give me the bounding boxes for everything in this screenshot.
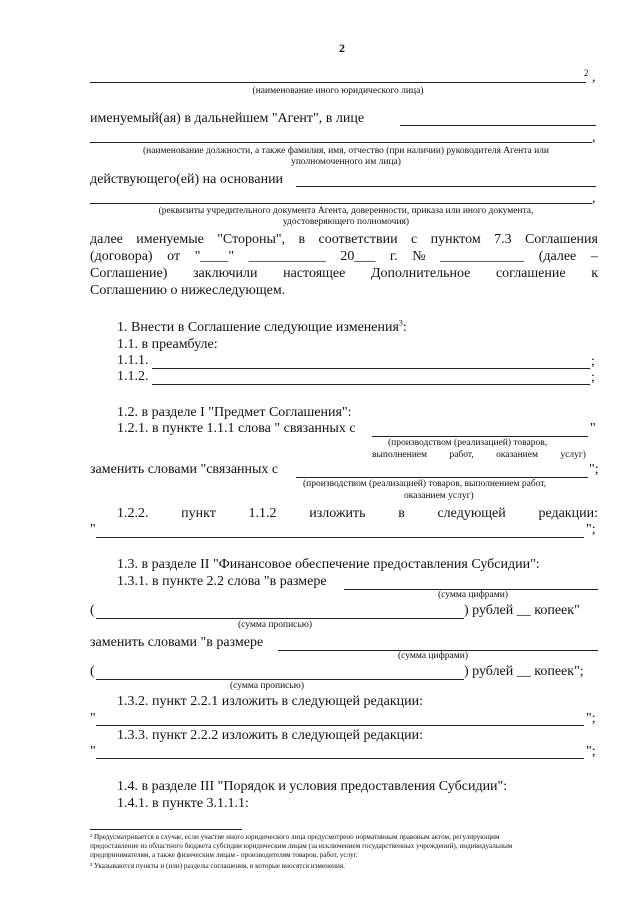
- item121-line[interactable]: [372, 436, 588, 437]
- semicolon: ;: [591, 354, 595, 369]
- word: г.: [389, 249, 398, 264]
- word: 1.2.2.: [117, 506, 149, 521]
- date-month-blank[interactable]: ___________: [248, 249, 326, 264]
- item121-replace-label: заменить словами "связанных с: [90, 462, 279, 477]
- agent-lead: именуемый(ая) в дальнейшем "Агент", в лице: [90, 111, 365, 126]
- comma: ,: [592, 130, 596, 145]
- item121-replace-caption-2: оказанием услуг): [404, 491, 474, 501]
- item131-replace-label: заменить словами "в размере: [90, 635, 264, 650]
- item121-replace-line[interactable]: [296, 477, 588, 478]
- date-day-blank[interactable]: "____": [194, 249, 235, 264]
- item112-line[interactable]: [152, 384, 590, 385]
- footnote-mark-3: 3: [398, 318, 403, 328]
- quote: ": [590, 421, 596, 436]
- quote-close: ";: [586, 711, 596, 726]
- date-year-blank[interactable]: 20___: [340, 249, 376, 264]
- item132-label: 1.3.2. пункт 2.2.1 изложить в следующей редакции:: [117, 694, 423, 709]
- item112-label: 1.1.2.: [117, 369, 149, 384]
- word: с: [410, 232, 418, 247]
- item121-replace-caption-1: (производством (реализацией) товаров, выполнением работ,: [303, 479, 547, 489]
- semicolon: ;: [591, 370, 595, 385]
- footnote-2-line-3: предпринимателям, а также физическим лицам - производителям товаров, работ, услуг.: [90, 851, 358, 859]
- word: 1.1.2: [248, 506, 277, 521]
- item12-title: 1.2. в разделе I "Предмет Соглашения":: [117, 405, 352, 420]
- word: соглашение: [495, 266, 566, 281]
- item121-label: 1.2.1. в пункте 1.1.1 слова " связанных с: [117, 421, 356, 436]
- item111-line[interactable]: [152, 368, 590, 369]
- word: (договора): [90, 249, 153, 264]
- word: к: [591, 266, 598, 281]
- item131-replace-words-caption: (сумма прописью): [230, 681, 304, 691]
- item122-line[interactable]: [96, 537, 584, 538]
- basis-caption-1: (реквизиты учредительного документа Агента, доверенности, приказа или иного документа,: [158, 206, 534, 216]
- item131-digits-caption: (сумма цифрами): [438, 590, 508, 600]
- legal-entity-line[interactable]: [90, 82, 586, 83]
- item121-caption-1: (производством (реализацией) товаров,: [388, 438, 548, 448]
- word: пункт: [181, 506, 216, 521]
- basis-caption-2: удостоверяющего полномочия): [282, 217, 410, 227]
- page-number: 2: [339, 41, 345, 55]
- comma: ,: [592, 70, 596, 85]
- quote-open: ": [90, 744, 96, 759]
- word: в: [298, 232, 306, 247]
- item13-title: 1.3. в разделе II "Финансовое обеспечение предоставления Субсидии":: [117, 557, 540, 572]
- word: Соглашение): [90, 266, 168, 281]
- footnote-mark-2: 2: [584, 68, 589, 78]
- intro-line-3: [90, 266, 598, 282]
- word: оказанием: [496, 450, 538, 460]
- item133-line[interactable]: [96, 758, 584, 759]
- paren-open: (: [90, 603, 95, 618]
- agent-caption-2: уполномоченного им лица): [291, 157, 401, 167]
- item1-title: [117, 320, 407, 336]
- agent-caption-1: (наименование должности, а также фамилия, имя, отчество (при наличии) руководителя Агента или: [142, 146, 550, 156]
- agent-head-line[interactable]: [400, 125, 596, 126]
- item133-label: 1.3.3. пункт 2.2.2 изложить в следующей редакции:: [117, 728, 423, 743]
- word: –: [590, 249, 598, 264]
- quote-semicolon: ";: [589, 462, 599, 477]
- item132-line[interactable]: [96, 725, 584, 726]
- word: далее: [90, 232, 123, 247]
- colon: :: [402, 320, 407, 335]
- item1-title-text: 1. Внести в Соглашение следующие изменения: [117, 320, 399, 335]
- word: Дополнительное: [370, 266, 471, 281]
- intro-line-1: [90, 232, 598, 248]
- comma: ,: [592, 191, 596, 206]
- word: Соглашения: [524, 232, 598, 247]
- item131-replace-words-line[interactable]: [96, 679, 464, 680]
- word: следующей: [437, 506, 506, 521]
- word: настоящее: [283, 266, 346, 281]
- item111-label: 1.1.1.: [117, 353, 149, 368]
- legal-entity-caption: (наименование иного юридического лица): [252, 86, 424, 96]
- footnote-2-line-2: предоставление из областного бюджета субсидии юридическим лицам (за исключением государственных учреждений), индивидуальным: [90, 842, 513, 850]
- basis-head-line[interactable]: [296, 186, 596, 187]
- item141-label: 1.4.1. в пункте 3.1.1.1:: [117, 796, 249, 811]
- word: пунктом: [430, 232, 481, 247]
- item121-caption-2: [372, 450, 586, 461]
- word: №: [412, 249, 426, 264]
- item11-preamble: 1.1. в преамбуле:: [117, 337, 218, 352]
- word: изложить: [309, 506, 366, 521]
- intro-line-2: [90, 249, 598, 265]
- footnote-separator: [90, 829, 242, 830]
- word: от: [167, 249, 181, 264]
- item131-words-line[interactable]: [96, 618, 464, 619]
- word: заключили: [193, 266, 258, 281]
- item131-label: 1.3.1. в пункте 2.2 слова "в размере: [117, 574, 327, 589]
- word: работ,: [449, 450, 474, 460]
- item14-title: 1.4. в разделе III "Порядок и условия предоставления Субсидии":: [117, 779, 508, 794]
- word: в: [398, 506, 405, 521]
- intro-line-4: Соглашению о нижеследующем.: [90, 283, 286, 298]
- footnote-2-line-1: ² Предусматривается в случае, если участие иного юридического лица предусмотрено нормативным правовым актом, регулирующим: [90, 833, 500, 841]
- word: выполнением: [372, 450, 428, 460]
- number-blank[interactable]: ____________: [440, 249, 525, 264]
- word: соответствии: [318, 232, 398, 247]
- quote-close: ";: [586, 522, 596, 537]
- quote-close: ";: [586, 744, 596, 759]
- basis-lead: действующего(ей) на основании: [90, 172, 284, 187]
- item131-words-caption: (сумма прописью): [238, 620, 312, 630]
- item131-replace-digits-caption: (сумма цифрами): [398, 651, 468, 661]
- word: (далее: [538, 249, 577, 264]
- basis-line[interactable]: [90, 203, 592, 204]
- paren-open: (: [90, 664, 95, 679]
- item131-replace-rubles: ) рублей __ копеек";: [464, 664, 584, 679]
- agent-name-line[interactable]: [90, 142, 592, 143]
- item131-rubles: ) рублей __ копеек": [464, 603, 580, 618]
- item122-title: [117, 506, 598, 522]
- quote-open: ": [90, 522, 96, 537]
- word: 7.3: [494, 232, 512, 247]
- word: именуемые: [136, 232, 204, 247]
- word: услуг): [560, 450, 586, 460]
- footnote-3: ³ Указываются пункты и (или) разделы соглашения, в которые вносятся изменения.: [90, 862, 345, 870]
- word: редакции:: [538, 506, 598, 521]
- word: "Стороны",: [217, 232, 286, 247]
- quote-open: ": [90, 711, 96, 726]
